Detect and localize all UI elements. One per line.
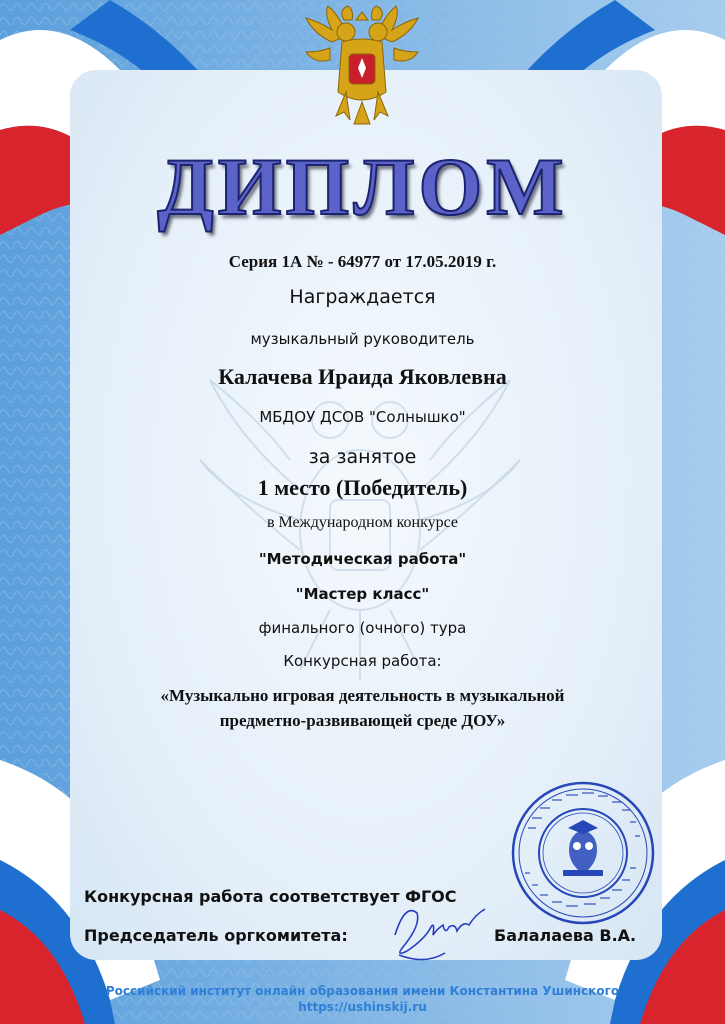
subnomination: "Мастер класс" [295, 585, 430, 603]
round-label: финального (очного) тура [258, 619, 467, 637]
coat-of-arms-icon [302, 2, 422, 126]
awarded-label: Награждается [289, 286, 436, 308]
for-taken-label: за занятое [308, 446, 417, 468]
signature-icon [385, 895, 495, 975]
work-title-line1: «Музыкально игровая деятельность в музыкальной [160, 686, 565, 705]
work-label: Конкурсная работа: [283, 652, 442, 670]
footer-url[interactable]: https://ushinskij.ru [298, 1000, 427, 1014]
seal-stamp-icon [508, 778, 658, 928]
chairman-label: Председатель оргкомитета: [84, 926, 348, 945]
fgos-statement: Конкурсная работа соответствует ФГОС [84, 887, 457, 906]
contest-label: в Международном конкурсе [266, 514, 459, 531]
recipient-position: музыкальный руководитель [250, 330, 475, 348]
work-title-line2: предметно-развивающей среде ДОУ» [219, 711, 506, 730]
diploma-title: ДИПЛОМ [157, 141, 568, 232]
diploma-series: Серия 1А № - 64977 от 17.05.2019 г. [228, 252, 497, 271]
chairman-name: Балалаева В.А. [494, 926, 637, 945]
recipient-organization: МБДОУ ДСОВ "Солнышко" [259, 408, 466, 426]
nomination: "Методическая работа" [258, 550, 467, 568]
place-award: 1 место (Победитель) [257, 475, 468, 500]
recipient-name: Калачева Ираида Яковлевна [218, 364, 507, 389]
footer-institute: Российский институт онлайн образования имени Константина Ушинского [105, 984, 620, 998]
